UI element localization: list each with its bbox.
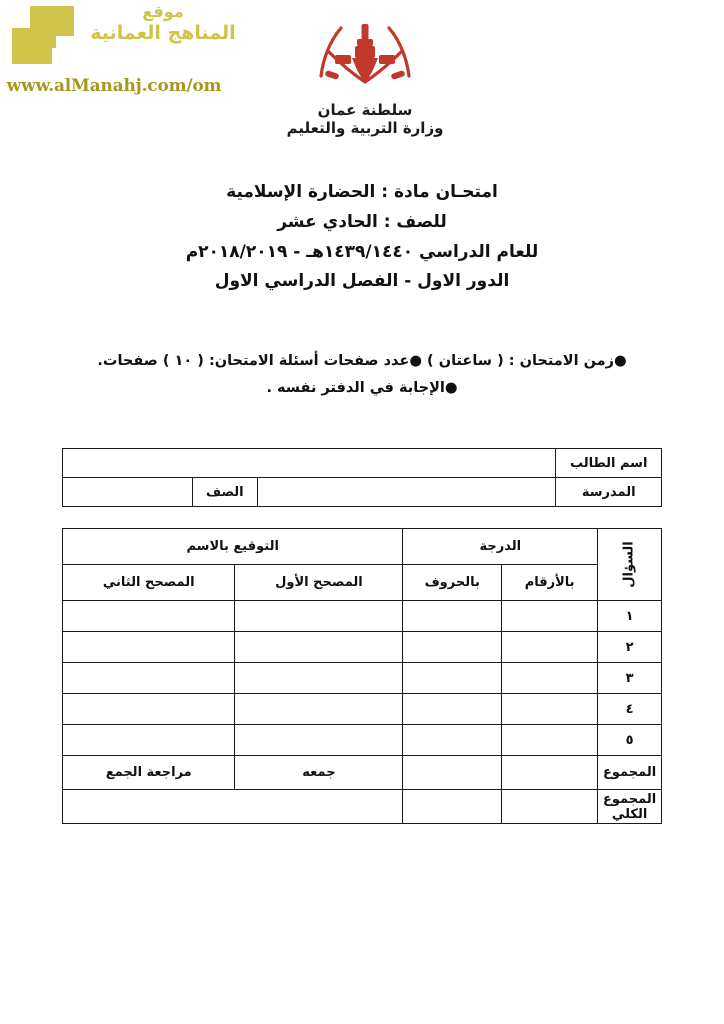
second-marker-signature[interactable] (63, 694, 235, 725)
total-label: المجموع (598, 756, 662, 790)
mark-in-letters[interactable] (403, 632, 502, 663)
mark-in-numbers[interactable] (502, 725, 598, 756)
marks-summary-table (62, 528, 662, 824)
first-marker-signature[interactable] (235, 663, 403, 694)
question-number: ٣ (598, 663, 662, 694)
school-label: المدرسة (556, 478, 662, 507)
table-row (63, 632, 662, 663)
question-number: ١ (598, 601, 662, 632)
emblem-text (285, 102, 445, 137)
header-in-letters: بالحروف (403, 565, 502, 601)
first-marker-signature[interactable] (235, 601, 403, 632)
total-in-letters[interactable] (403, 756, 502, 790)
mark-in-numbers[interactable] (502, 601, 598, 632)
table-row-school-class (63, 478, 662, 507)
exam-instructions (0, 348, 724, 402)
emblem-ministry-name: وزارة التربية والتعليم (286, 118, 444, 137)
mark-in-letters[interactable] (403, 694, 502, 725)
national-emblem (285, 22, 445, 152)
student-info-table (62, 448, 662, 507)
grand-total-in-numbers[interactable] (502, 790, 598, 824)
grand-total-signature-field[interactable] (63, 790, 403, 824)
mark-in-numbers[interactable] (502, 632, 598, 663)
grand-total-label: المجموع الكلي (598, 790, 662, 824)
watermark-line1: موقع (142, 2, 184, 21)
header-in-numbers: بالأرقام (502, 565, 598, 601)
watermark-logo-icon (12, 6, 74, 64)
table-row (63, 694, 662, 725)
table-header-group-row (63, 529, 662, 565)
watermark-title (80, 2, 246, 46)
exam-grade-line: للصف : الحادي عشر (277, 211, 447, 232)
second-marker-signature[interactable] (63, 663, 235, 694)
mark-in-letters[interactable] (403, 601, 502, 632)
class-label: الصف (192, 478, 258, 507)
mark-in-numbers[interactable] (502, 694, 598, 725)
table-row-grand-total (63, 790, 662, 824)
watermark-url[interactable]: www.alManahj.com/om (6, 76, 222, 96)
class-field[interactable] (63, 478, 193, 507)
student-name-label: اسم الطالب (556, 449, 662, 478)
header-question-label: السؤال (622, 541, 638, 588)
school-field[interactable] (258, 478, 556, 507)
table-header-sub-row (63, 565, 662, 601)
second-marker-signature[interactable] (63, 601, 235, 632)
student-name-field[interactable] (63, 449, 556, 478)
emblem-country-name: سلطنة عمان (317, 101, 413, 119)
question-number: ٢ (598, 632, 662, 663)
header-signature-group: التوقيع بالاسم (63, 529, 403, 565)
header-grade-group: الدرجة (403, 529, 598, 565)
table-row (63, 601, 662, 632)
exam-session-line: الدور الاول - الفصل الدراسي الاول (214, 271, 510, 292)
first-marker-signature[interactable] (235, 725, 403, 756)
exam-subject-line: امتحـان مادة : الحضارة الإسلامية (226, 182, 498, 202)
second-marker-signature[interactable] (63, 632, 235, 663)
total-summed-by-label: جمعه (235, 756, 403, 790)
instruction-duration-pages: ●زمن الامتحان : ( ساعتان ) ●عدد صفحات أسئلة الامتحان: ( ١٠ ) صفحات. (97, 353, 627, 369)
oman-national-emblem-khanjar-icon (305, 22, 425, 106)
total-sum-review-label: مراجعة الجمع (63, 756, 235, 790)
watermark-line2: المناهج العمانية (90, 22, 236, 44)
table-row-student-name (63, 449, 662, 478)
first-marker-signature[interactable] (235, 632, 403, 663)
first-marker-signature[interactable] (235, 694, 403, 725)
table-row-total (63, 756, 662, 790)
mark-in-numbers[interactable] (502, 663, 598, 694)
table-row (63, 663, 662, 694)
instruction-answer-location: ●الإجابة في الدفتر نفسه . (266, 379, 458, 396)
question-number: ٤ (598, 694, 662, 725)
total-in-numbers[interactable] (502, 756, 598, 790)
header-second-marker: المصحح الثاني (63, 565, 235, 601)
header-question-column (598, 529, 662, 601)
mark-in-letters[interactable] (403, 663, 502, 694)
mark-in-letters[interactable] (403, 725, 502, 756)
header-first-marker: المصحح الأول (235, 565, 403, 601)
question-number: ٥ (598, 725, 662, 756)
grand-total-in-letters[interactable] (403, 790, 502, 824)
table-row (63, 725, 662, 756)
site-watermark (0, 0, 250, 108)
second-marker-signature[interactable] (63, 725, 235, 756)
exam-title-block (0, 178, 724, 297)
exam-year-line: للعام الدراسي ١٤٣٩/١٤٤٠هـ - ٢٠١٨/٢٠١٩م (185, 241, 539, 262)
